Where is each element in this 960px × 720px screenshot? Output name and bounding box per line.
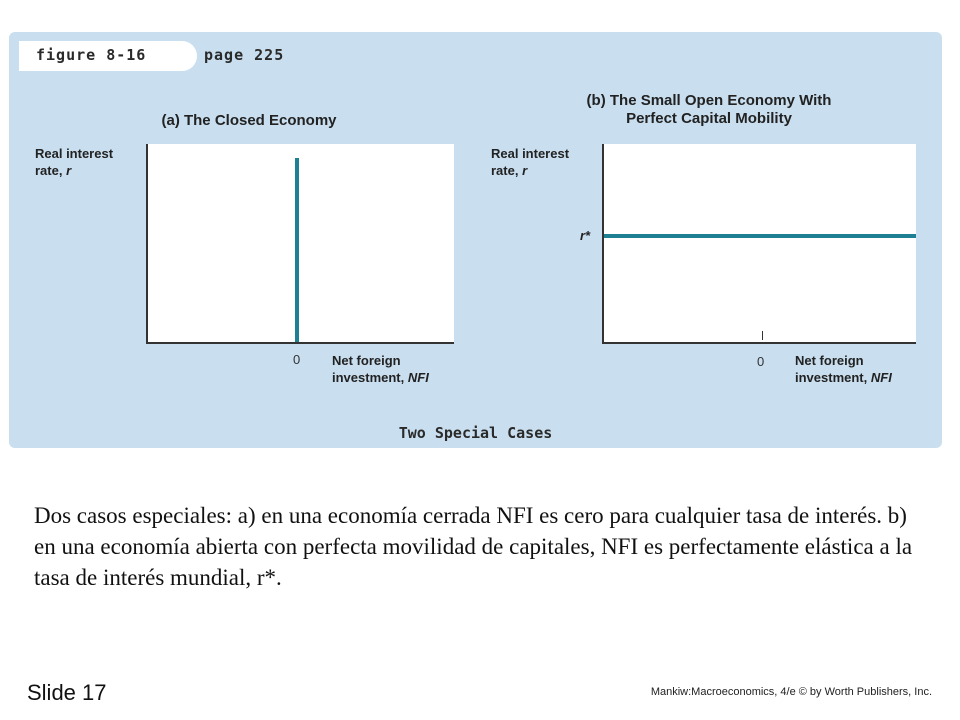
chart-b-x-axis <box>602 342 916 344</box>
figure-number: figure 8-16 <box>36 46 147 64</box>
figure-caption: Two Special Cases <box>398 424 553 442</box>
page-number: page 225 <box>204 46 285 64</box>
chart-b-ylabel: Real interest rate, r <box>491 146 570 178</box>
chart-b-y-axis <box>602 144 604 344</box>
chart-b-nfi-horizontal-line <box>604 234 916 238</box>
chart-a-x-axis <box>146 342 454 344</box>
slide-number: Slide 17 <box>27 680 107 705</box>
slide-body-text: Dos casos especiales: a) en una economía cerrada NFI es cero para cualquier tasa de interés. b) en una economía abierta con perfecta movilidad de capitales, NFI es perfectamente elástica a la tasa de interés mundial, r*. <box>34 503 913 590</box>
chart-a-plot-area <box>148 144 454 342</box>
chart-a-ylabel: Real interest rate, r <box>35 146 114 178</box>
chart-b-plot-area <box>604 144 916 342</box>
chart-b-x-tick-mark <box>762 331 763 340</box>
chart-a-xlabel: Net foreign investment, NFI <box>332 353 429 385</box>
figure-panel <box>9 32 942 448</box>
chart-b-title-line2: Perfect Capital Mobility <box>626 110 792 127</box>
chart-a-x-tick-zero: 0 <box>293 352 301 367</box>
chart-a-title: (a) The Closed Economy <box>161 112 337 129</box>
chart-b-xlabel: Net foreign investment, NFI <box>795 353 892 385</box>
chart-b-y-tick-rstar: r* <box>580 228 591 243</box>
chart-a-nfi-vertical-line <box>295 158 299 342</box>
chart-b-title <box>549 92 869 128</box>
chart-a-y-axis <box>146 144 148 344</box>
credit-line: Mankiw:Macroeconomics, 4/e © by Worth Publishers, Inc. <box>650 686 932 698</box>
chart-b-title-line1: (b) The Small Open Economy With <box>586 92 832 109</box>
chart-b-x-tick-zero: 0 <box>757 354 765 369</box>
